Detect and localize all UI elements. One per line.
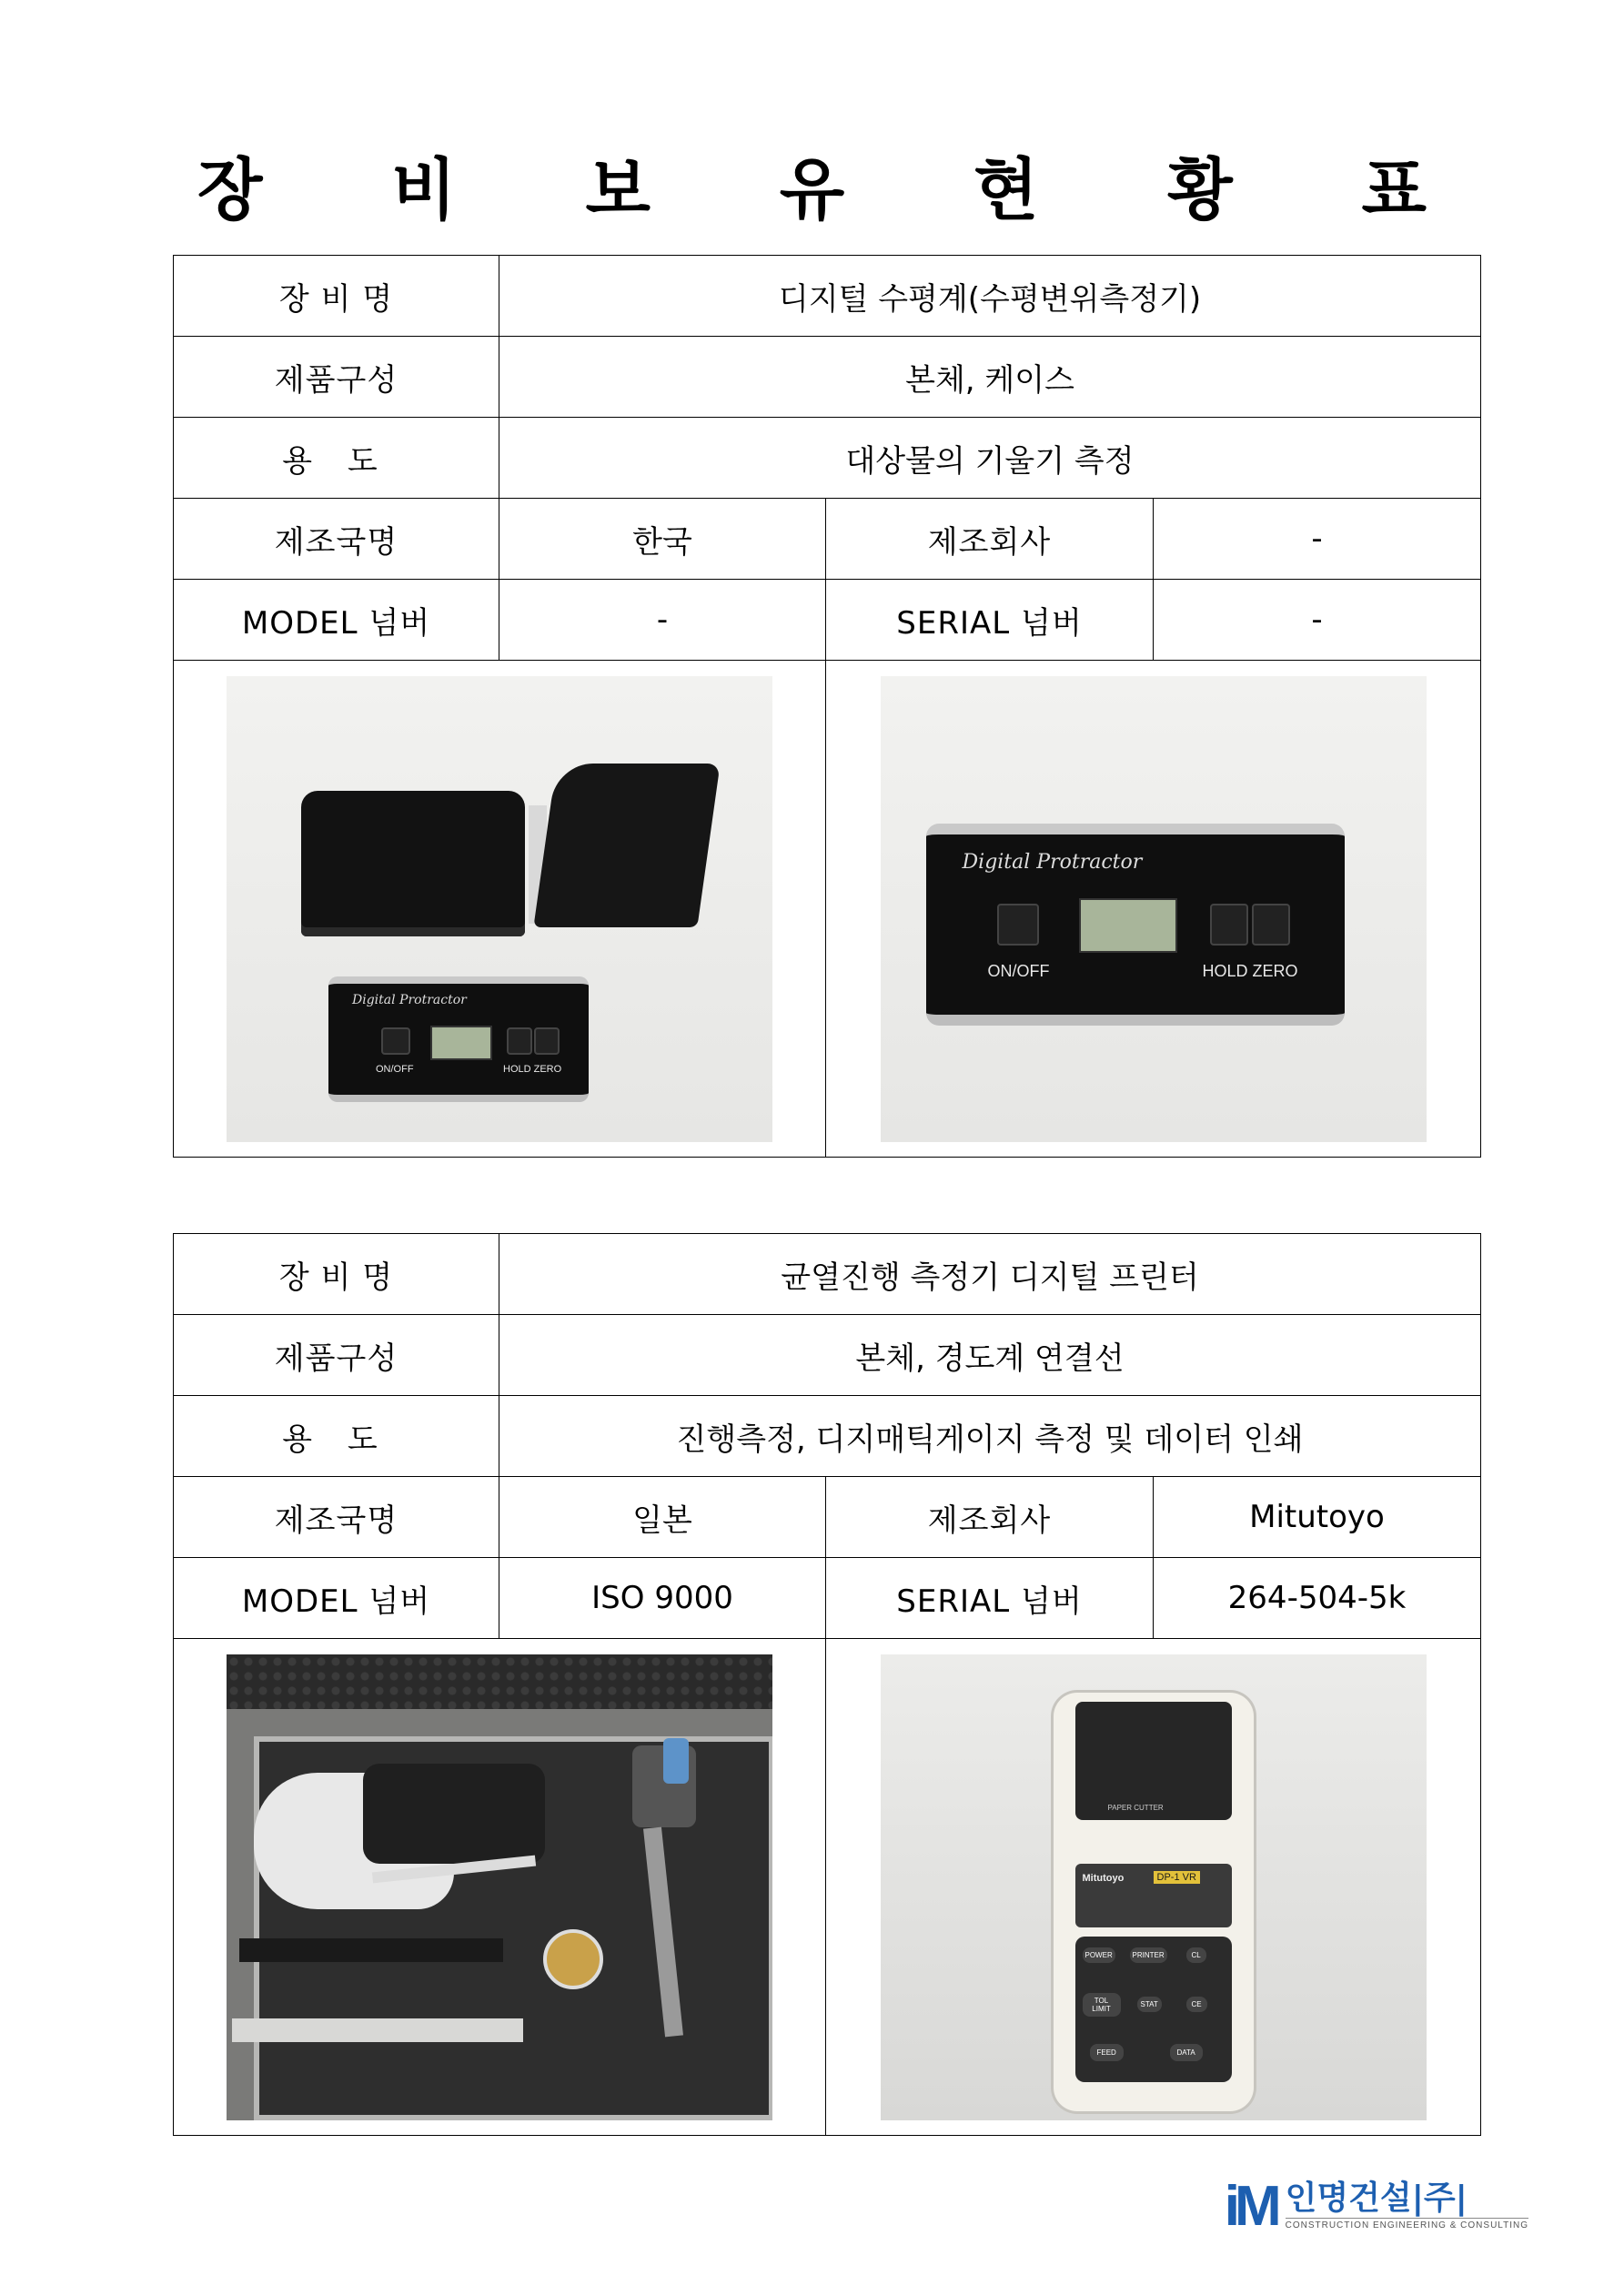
label-country: 제조국명: [174, 499, 499, 580]
photo-cell-left: [174, 1639, 826, 2136]
onoff-label: ON/OFF: [376, 1063, 414, 1075]
row-origin: [174, 499, 1481, 580]
value-model: -: [499, 580, 826, 661]
label-usage: 용 도: [174, 1396, 499, 1477]
protractor-with-case-photo: [227, 676, 772, 1142]
onoff-label: ON/OFF: [987, 961, 1050, 980]
row-composition: [174, 337, 1481, 418]
case-lid-foam: [227, 1654, 772, 1709]
row-photos: [174, 661, 1481, 1158]
steel-bar: [232, 2018, 523, 2042]
printer-brand: Mitutoyo: [1082, 1872, 1125, 1884]
label-serial: SERIAL 넘버: [826, 1558, 1154, 1639]
gauge-case-photo: [227, 1654, 772, 2120]
onoff-button-icon: [381, 1027, 410, 1055]
label-name: 장 비 명: [174, 1234, 499, 1315]
model-badge: DP-1 VR: [1154, 1871, 1200, 1884]
value-usage: 진행측정, 디지매틱게이지 측정 및 데이터 인쇄: [499, 1396, 1481, 1477]
lcd-display: [1079, 898, 1177, 953]
paper-cutter-label: PAPER CUTTER: [1107, 1803, 1164, 1812]
device-brand: Digital Protractor: [352, 992, 467, 1007]
protractor-device-large: [926, 824, 1345, 1026]
label-name: 장 비 명: [174, 256, 499, 337]
row-model: [174, 580, 1481, 661]
value-name: 균열진행 측정기 디지털 프린터: [499, 1234, 1481, 1315]
feed-key: FEED: [1090, 2044, 1124, 2061]
logo-tagline: CONSTRUCTION ENGINEERING & CONSULTING: [1286, 2218, 1528, 2230]
row-origin: [174, 1477, 1481, 1558]
hold-button-icon: [507, 1027, 532, 1055]
ce-key: CE: [1186, 1997, 1207, 2012]
row-photos: [174, 1639, 1481, 2136]
label-composition: 제품구성: [174, 1315, 499, 1396]
value-country: 일본: [499, 1477, 826, 1558]
value-company: -: [1154, 499, 1481, 580]
photo-cell-right: [826, 661, 1481, 1158]
value-country: 한국: [499, 499, 826, 580]
hold-zero-label: HOLD ZERO: [1202, 961, 1298, 980]
equipment-table-1: [173, 255, 1481, 1158]
row-usage: [174, 418, 1481, 499]
black-bar: [239, 1938, 503, 1962]
data-key: DATA: [1170, 2044, 1203, 2061]
logo-mark: iM: [1224, 2175, 1276, 2238]
label-company: 제조회사: [826, 1477, 1154, 1558]
cl-key: CL: [1186, 1947, 1206, 1963]
zero-button-icon: [1252, 904, 1290, 946]
equipment-table-2: [173, 1233, 1481, 2136]
label-composition: 제품구성: [174, 337, 499, 418]
value-serial: -: [1154, 580, 1481, 661]
onoff-button-icon: [997, 904, 1039, 946]
row-usage: [174, 1396, 1481, 1477]
pouch-body: [301, 791, 525, 936]
blue-tube: [663, 1738, 689, 1784]
value-composition: 본체, 케이스: [499, 337, 1481, 418]
protractor-closeup-photo: [881, 676, 1427, 1142]
printer-photo: [881, 1654, 1427, 2120]
label-company: 제조회사: [826, 499, 1154, 580]
printer-cover: [1075, 1702, 1232, 1820]
tol-limit-key: TOL LIMIT: [1083, 1993, 1121, 2017]
zero-button-icon: [534, 1027, 560, 1055]
hold-zero-label: HOLD ZERO: [503, 1063, 562, 1075]
printer-key: PRINTER: [1130, 1947, 1167, 1963]
value-name: 디지털 수평계(수평변위측정기): [499, 256, 1481, 337]
row-model: [174, 1558, 1481, 1639]
crack-gauge-handle: [363, 1764, 545, 1864]
label-model: MODEL 넘버: [174, 1558, 499, 1639]
value-model: ISO 9000: [499, 1558, 826, 1639]
photo-cell-right: [826, 1639, 1481, 2136]
row-name: [174, 1234, 1481, 1315]
label-model: MODEL 넘버: [174, 580, 499, 661]
photo-cell-left: [174, 661, 826, 1158]
logo-company-name: 인명건설|주|: [1285, 2180, 1468, 2217]
value-company: Mitutoyo: [1154, 1477, 1481, 1558]
value-usage: 대상물의 기울기 측정: [499, 418, 1481, 499]
company-logo: [1224, 2175, 1528, 2243]
row-name: [174, 256, 1481, 337]
page-title: 장 비 보 유 현 황 표: [197, 151, 1479, 229]
label-usage: 용 도: [174, 418, 499, 499]
power-key: POWER: [1083, 1947, 1115, 1963]
device-brand: Digital Protractor: [962, 850, 1143, 874]
tips-jar: [543, 1929, 603, 1989]
stat-key: STAT: [1137, 1997, 1162, 2012]
row-composition: [174, 1315, 1481, 1396]
pouch-flap: [533, 764, 720, 927]
lcd-display: [430, 1026, 492, 1060]
label-country: 제조국명: [174, 1477, 499, 1558]
label-serial: SERIAL 넘버: [826, 580, 1154, 661]
protractor-device-small: [328, 976, 589, 1102]
value-serial: 264-504-5k: [1154, 1558, 1481, 1639]
value-composition: 본체, 경도계 연결선: [499, 1315, 1481, 1396]
hold-button-icon: [1210, 904, 1248, 946]
